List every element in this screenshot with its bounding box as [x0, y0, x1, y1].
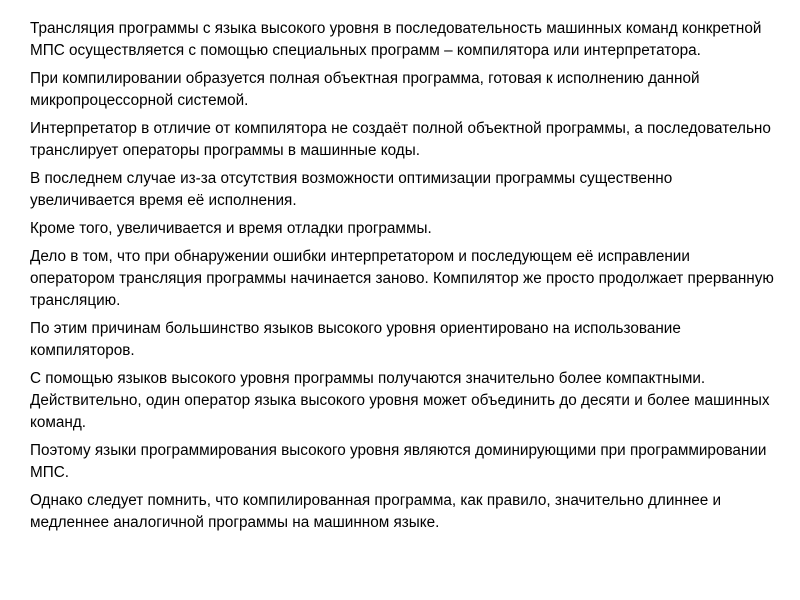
paragraph-6: Дело в том, что при обнаружении ошибки интерпретатором и последующем её исправлении оператором трансляция программы начинается заново. Компилятор же просто продолжает прерванную трансляцию.: [30, 248, 774, 309]
paragraph-8: С помощью языков высокого уровня программы получаются значительно более компактными. Действительно, один оператор языка высокого уровня может объединить до десяти и более машинных команд.: [30, 370, 770, 431]
paragraph-7: По этим причинам большинство языков высокого уровня ориентировано на использование компиляторов.: [30, 320, 681, 359]
paragraph-9: Поэтому языки программирования высокого уровня являются доминирующими при программировании МПС.: [30, 442, 767, 481]
paragraph-2: При компилировании образуется полная объектная программа, готовая к исполнению данной микропроцессорной системой.: [30, 70, 700, 109]
paragraph-4: В последнем случае из-за отсутствия возможности оптимизации программы существенно увеличивается время её исполнения.: [30, 170, 673, 209]
paragraph-1: Трансляция программы с языка высокого уровня в последовательность машинных команд конкретной МПС осуществляется с помощью специальных программ – компилятора или интерпретатора.: [30, 20, 762, 59]
body-text: [30, 18, 775, 540]
paragraph-5: Кроме того, увеличивается и время отладки программы.: [30, 220, 432, 237]
paragraph-3: Интерпретатор в отличие от компилятора не создаёт полной объектной программы, а последовательно транслирует операторы программы в машинные коды.: [30, 120, 771, 159]
paragraph-10: Однако следует помнить, что компилированная программа, как правило, значительно длиннее и медленнее аналогичной программы на машинном языке.: [30, 492, 722, 531]
